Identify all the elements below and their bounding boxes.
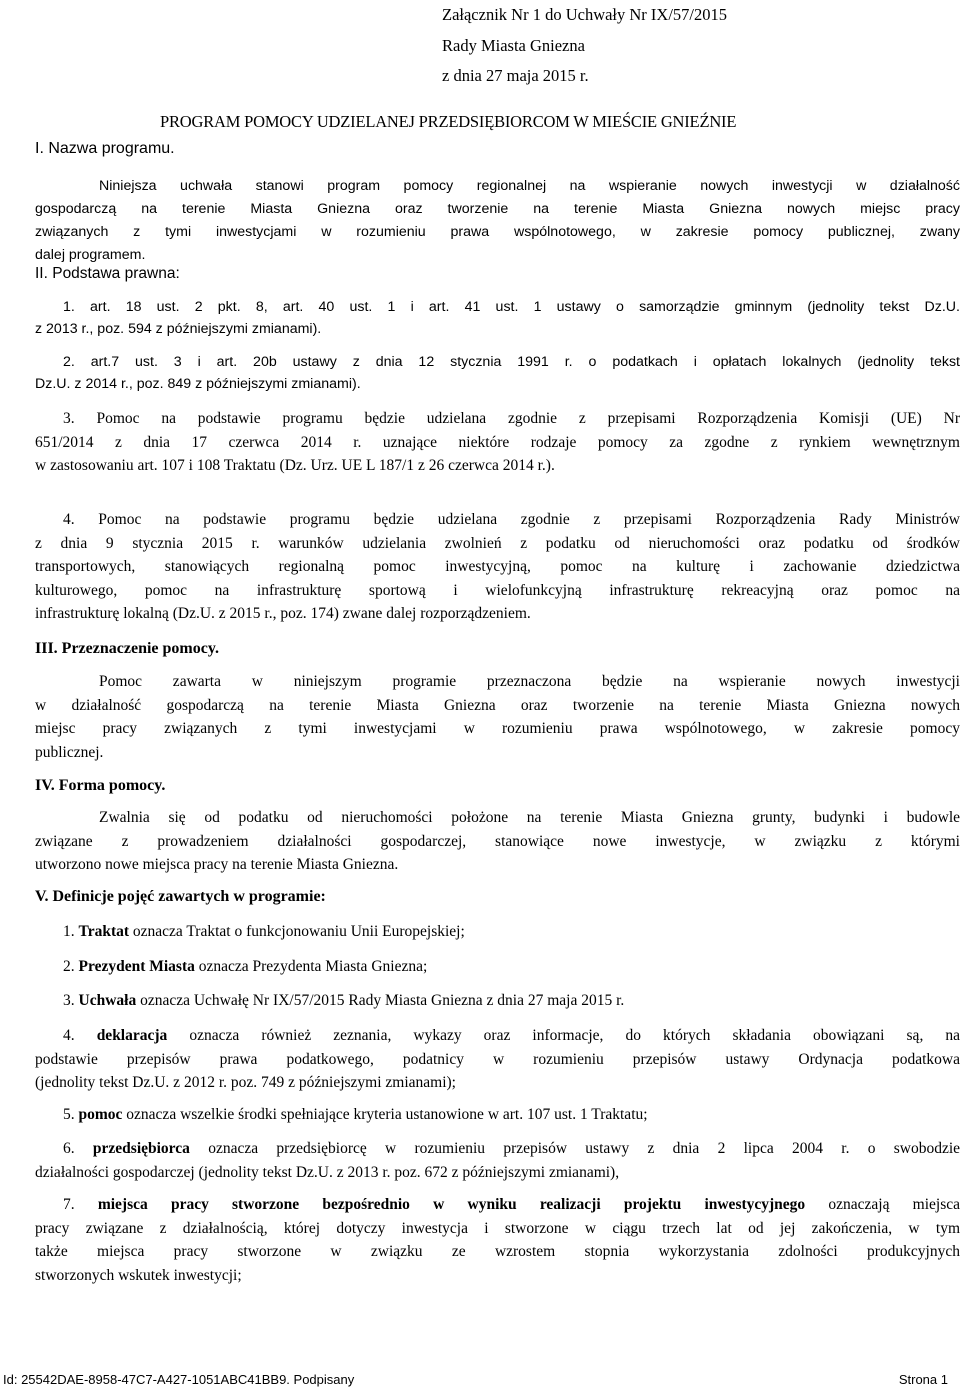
- text-line: pracy związane z działalnością, której dotyczy inwestycja i stworzone w ciągu trzech lat od jej zakończenia, w tym: [35, 1219, 960, 1237]
- text-line: Pomoc zawarta w niniejszym programie przeznaczona będzie na wspieranie nowych inwestycji: [99, 673, 960, 690]
- section-5-heading: V. Definicje pojęć zawartych w programie:: [35, 888, 326, 905]
- definition-7: [35, 1193, 960, 1287]
- text-line: gospodarczą na terenie Miasta Gniezna oraz tworzenie na terenie Miasta Gniezna nowych miejsc pracy: [35, 201, 960, 217]
- definition-2: [63, 955, 427, 978]
- section-1-heading: I. Nazwa programu.: [35, 140, 175, 157]
- definition-text: oznaczają miejsca: [828, 1196, 960, 1213]
- date-line: z dnia 27 maja 2015 r.: [442, 66, 589, 85]
- text-line: Niniejsza uchwała stanowi program pomocy regionalnej na wspieranie nowych inwestycji w działalność: [99, 178, 960, 194]
- text-line: w działalność gospodarczą na terenie Miasta Gniezna oraz tworzenie na terenie Miasta Gniezna nowych: [35, 696, 960, 714]
- text-line: 4. Pomoc na podstawie programu będzie udzielana zgodnie z przepisami Rozporządzenia Rady Ministrów: [63, 511, 960, 528]
- definition-4: [35, 1024, 960, 1095]
- definition-term: pomoc: [78, 1106, 123, 1123]
- text-line: podstawie przepisów prawa podatkowego, podatnicy w rozumieniu przepisów ustawy Ordynacja podatkowa: [35, 1050, 960, 1068]
- definition-3: [63, 989, 624, 1012]
- page-number: Strona 1: [898, 1372, 948, 1387]
- text-line: związanych z tymi inwestycjami w rozumieniu prawa wspólnotowego, w zakresie pomocy publicznej, zwany: [35, 224, 960, 240]
- definition-number: 4.: [63, 1027, 75, 1044]
- text-line: Dz.U. z 2014 r., poz. 849 z późniejszymi zmianami).: [35, 376, 361, 392]
- text-line: związane z prowadzeniem działalności gospodarczej, stanowiące nowe inwestycje, w związku z którymi: [35, 832, 960, 850]
- definition-term: Uchwała: [78, 992, 137, 1009]
- definition-text: oznacza Prezydenta Miasta Gniezna;: [198, 958, 428, 975]
- text-line: 3. Pomoc na podstawie programu będzie udzielana zgodnie z przepisami Rozporządzenia Komisji (UE) Nr: [63, 410, 960, 427]
- section-2-item-2: [35, 351, 960, 395]
- text-line: kulturowego, pomoc na infrastrukturę sportową i wielofunkcyjną infrastrukturę rekreacyjną oraz pomoc na: [35, 581, 960, 599]
- definition-number: 5.: [63, 1106, 75, 1123]
- definition-text: oznacza przedsiębiorcę w rozumieniu przepisów ustawy z dnia 2 lipca 2004 r. o swobodzie: [208, 1140, 960, 1157]
- text-line: infrastrukturę lokalną (Dz.U. z 2015 r., poz. 174) zwane dalej rozporządzeniem.: [35, 605, 531, 622]
- definition-text: oznacza również zeznania, wykazy oraz informacje, do których składania obowiązani są, na: [189, 1027, 960, 1044]
- text-line: dalej programem.: [35, 247, 146, 263]
- council-line: Rady Miasta Gniezna: [442, 36, 585, 55]
- document-id: Id: 25542DAE-8958-47C7-A427-1051ABC41BB9. Podpisany: [3, 1372, 355, 1387]
- definition-6: [35, 1137, 960, 1184]
- text-line: Zwalnia się od podatku od nieruchomości położone na terenie Miasta Gniezna grunty, budynki i budowle: [99, 809, 960, 826]
- text-line: utworzono nowe miejsca pracy na terenie Miasta Gniezna.: [35, 856, 399, 873]
- text-line: publicznej.: [35, 743, 104, 761]
- definition-number: 6.: [63, 1140, 75, 1157]
- section-2-item-3: [35, 407, 960, 478]
- attachment-line: Załącznik Nr 1 do Uchwały Nr IX/57/2015: [442, 5, 728, 24]
- text-line: 1. art. 18 ust. 2 pkt. 8, art. 40 ust. 1 i art. 41 ust. 1 ustawy o samorządzie gminnym (jednolity tekst Dz.U.: [63, 299, 960, 315]
- definition-term: Prezydent Miasta: [78, 958, 195, 975]
- definition-term: miejsca pracy stworzone bezpośrednio w wyniku realizacji projektu inwestycyjnego: [97, 1196, 806, 1213]
- definition-text: oznacza Uchwałę Nr IX/57/2015 Rady Miasta Gniezna z dnia 27 maja 2015 r.: [140, 992, 625, 1009]
- definition-term: deklaracja: [96, 1027, 168, 1044]
- definition-number: 2.: [63, 958, 75, 975]
- text-line: działalności gospodarczej (jednolity tekst Dz.U. z 2013 r. poz. 672 z późniejszymi zmianami),: [35, 1163, 620, 1181]
- section-2-heading: II. Podstawa prawna:: [35, 265, 180, 282]
- text-line: w zastosowaniu art. 107 i 108 Traktatu (Dz. Urz. UE L 187/1 z 26 czerwca 2014 r.).: [35, 457, 555, 474]
- definition-1: [63, 920, 465, 943]
- definition-text: oznacza wszelkie środki spełniające kryteria ustanowione w art. 107 ust. 1 Traktatu;: [126, 1106, 648, 1123]
- document-title: PROGRAM POMOCY UDZIELANEJ PRZEDSIĘBIORCOM W MIEŚCIE GNIEŹNIE: [160, 112, 737, 131]
- text-line: 651/2014 z dnia 17 czerwca 2014 r. uznające niektóre rodzaje pomocy za zgodne z rynkiem wewnętrznym: [35, 433, 960, 451]
- text-line: miejsc pracy związanych z tymi inwestycjami w rozumieniu prawa wspólnotowego, w zakresie pomocy: [35, 720, 960, 737]
- definition-text: oznacza Traktat o funkcjonowaniu Unii Europejskiej;: [132, 923, 465, 940]
- definition-5: [63, 1103, 648, 1126]
- definition-number: 1.: [63, 923, 75, 940]
- section-3-body: [35, 670, 960, 764]
- definition-term: Traktat: [78, 923, 130, 940]
- section-4-heading: IV. Forma pomocy.: [35, 777, 166, 794]
- text-line: (jednolity tekst Dz.U. z 2012 r. poz. 749 z późniejszymi zmianami);: [35, 1074, 456, 1091]
- definition-number: 7.: [63, 1196, 75, 1213]
- text-line: stworzonych wskutek inwestycji;: [35, 1266, 242, 1284]
- definition-number: 3.: [63, 992, 75, 1009]
- text-line: z 2013 r., poz. 594 z późniejszymi zmianami).: [35, 321, 322, 337]
- section-1-body: [35, 175, 960, 267]
- text-line: 2. art.7 ust. 3 i art. 20b ustawy z dnia 12 stycznia 1991 r. o podatkach i opłatach lokalnych (jednolity tekst: [63, 354, 960, 370]
- text-line: z dnia 9 stycznia 2015 r. warunków udzielania zwolnień z podatku od nieruchomości oraz podatku od środków: [35, 534, 960, 552]
- section-4-body: [35, 806, 960, 877]
- definition-term: przedsiębiorca: [92, 1140, 190, 1157]
- section-2-item-4: [35, 508, 960, 626]
- text-line: także miejsca pracy stworzone w związku ze wzrostem stopnia wykorzystania zdolności produkcyjnych: [35, 1243, 960, 1260]
- section-2-item-1: [35, 296, 960, 340]
- section-3-heading: III. Przeznaczenie pomocy.: [35, 640, 219, 657]
- text-line: transportowych, stanowiących regionalną pomoc inwestycyjną, pomoc na kulturę i zachowanie dziedzictwa: [35, 558, 960, 575]
